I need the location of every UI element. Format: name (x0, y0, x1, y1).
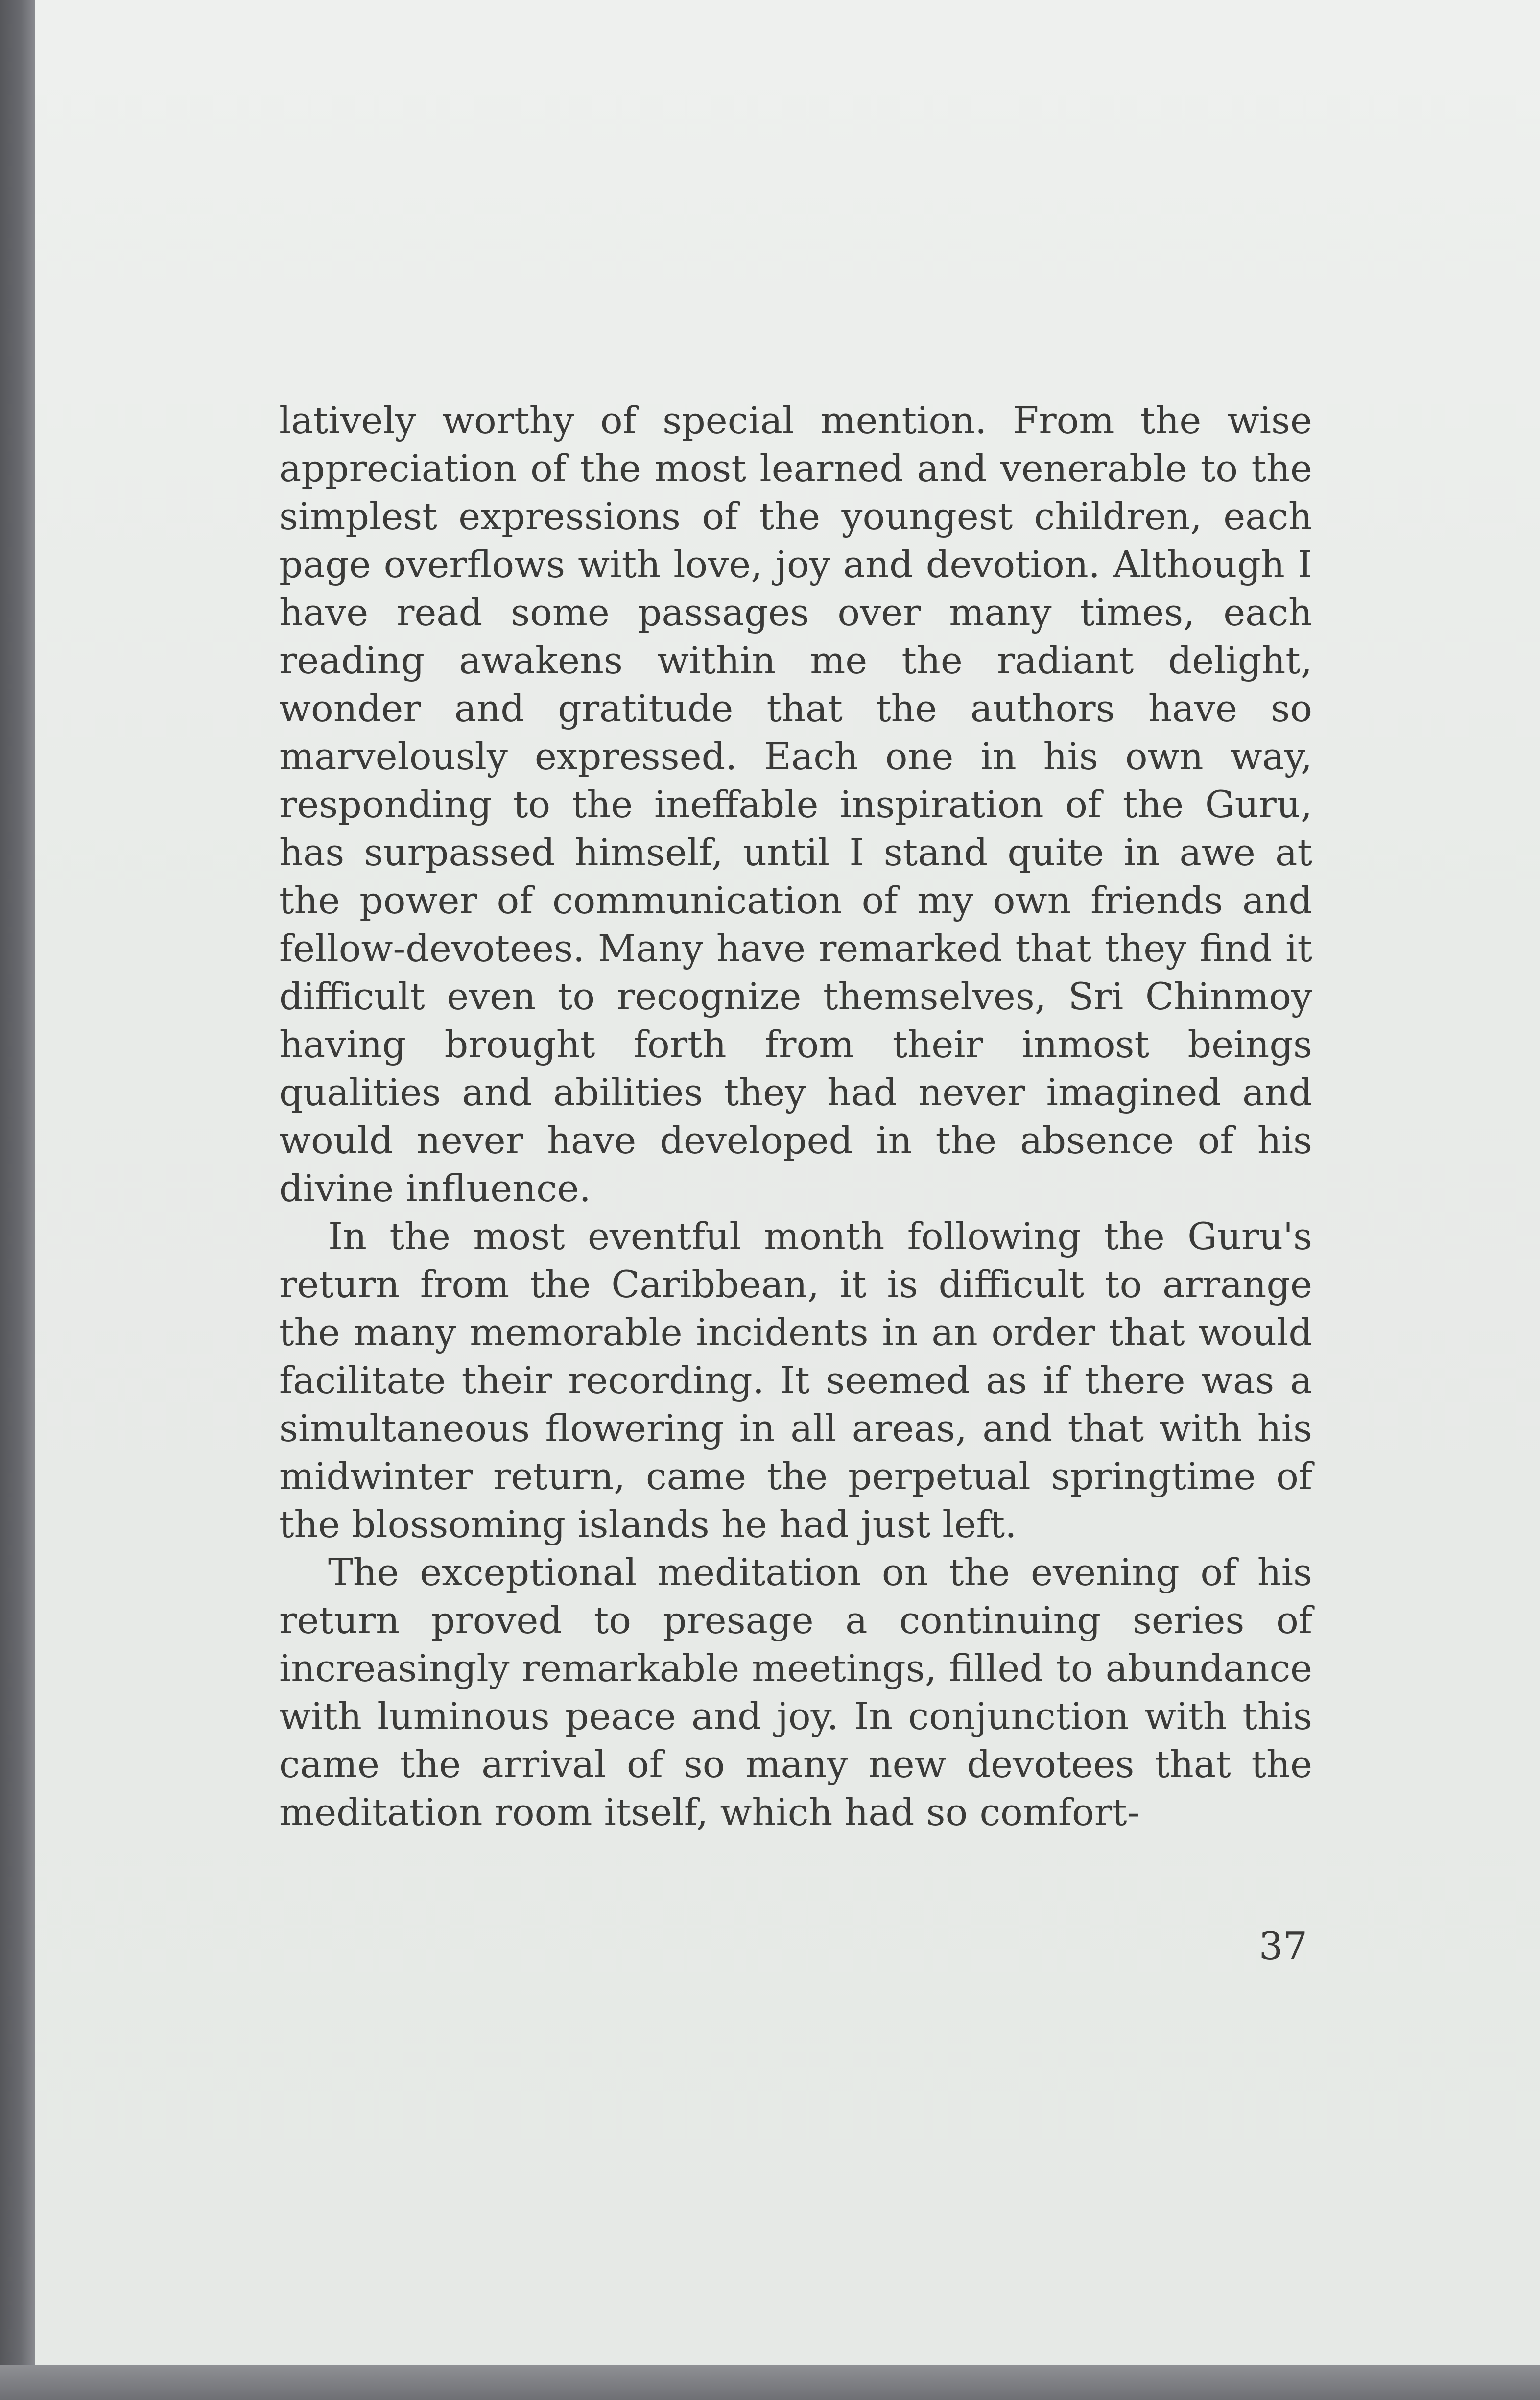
paragraph: The exceptional meditation on the evening of his return proved to presage a continuing series of increasingly remarkable meetings, filled to abundance with luminous peace and joy. In conjunction with this came the arrival of so many new devotees that the meditation room itself, which had so comfort- (279, 1550, 1312, 1834)
page-gutter-shadow (0, 0, 35, 2400)
page-number: 37 (1258, 1925, 1307, 1969)
paragraph: In the most eventful month following the Guru's return from the Caribbean, it is difficult to arrange the many memorable incidents in an order that would facilitate their recording. It seemed as if there was a simultaneous flowering in all areas, and that with his midwinter return, came the perpetual springtime of the blossoming islands he had just left. (279, 1214, 1312, 1546)
paragraph-continued: latively worthy of special mention. From the wise appreciation of the most learned and venerable to the simplest expressions of the youngest children, each page overflows with love, joy and devotion. Although I have read some passages over many times, each reading awakens within me the radiant delight, wonder and gratitude that the authors have so marvelously expressed. Each one in his own way, responding to the ineffable inspiration of the Guru, has surpassed himself, until I stand quite in awe at the power of communication of my own friends and fellow-devotees. Many have remarked that they find it difficult even to recognize themselves, Sri Chinmoy having brought forth from their inmost beings qualities and abilities they had never imagined and would never have developed in the absence of his divine influence. (279, 399, 1312, 1210)
page-bottom-edge (0, 2365, 1540, 2400)
body-text (279, 397, 1312, 1836)
